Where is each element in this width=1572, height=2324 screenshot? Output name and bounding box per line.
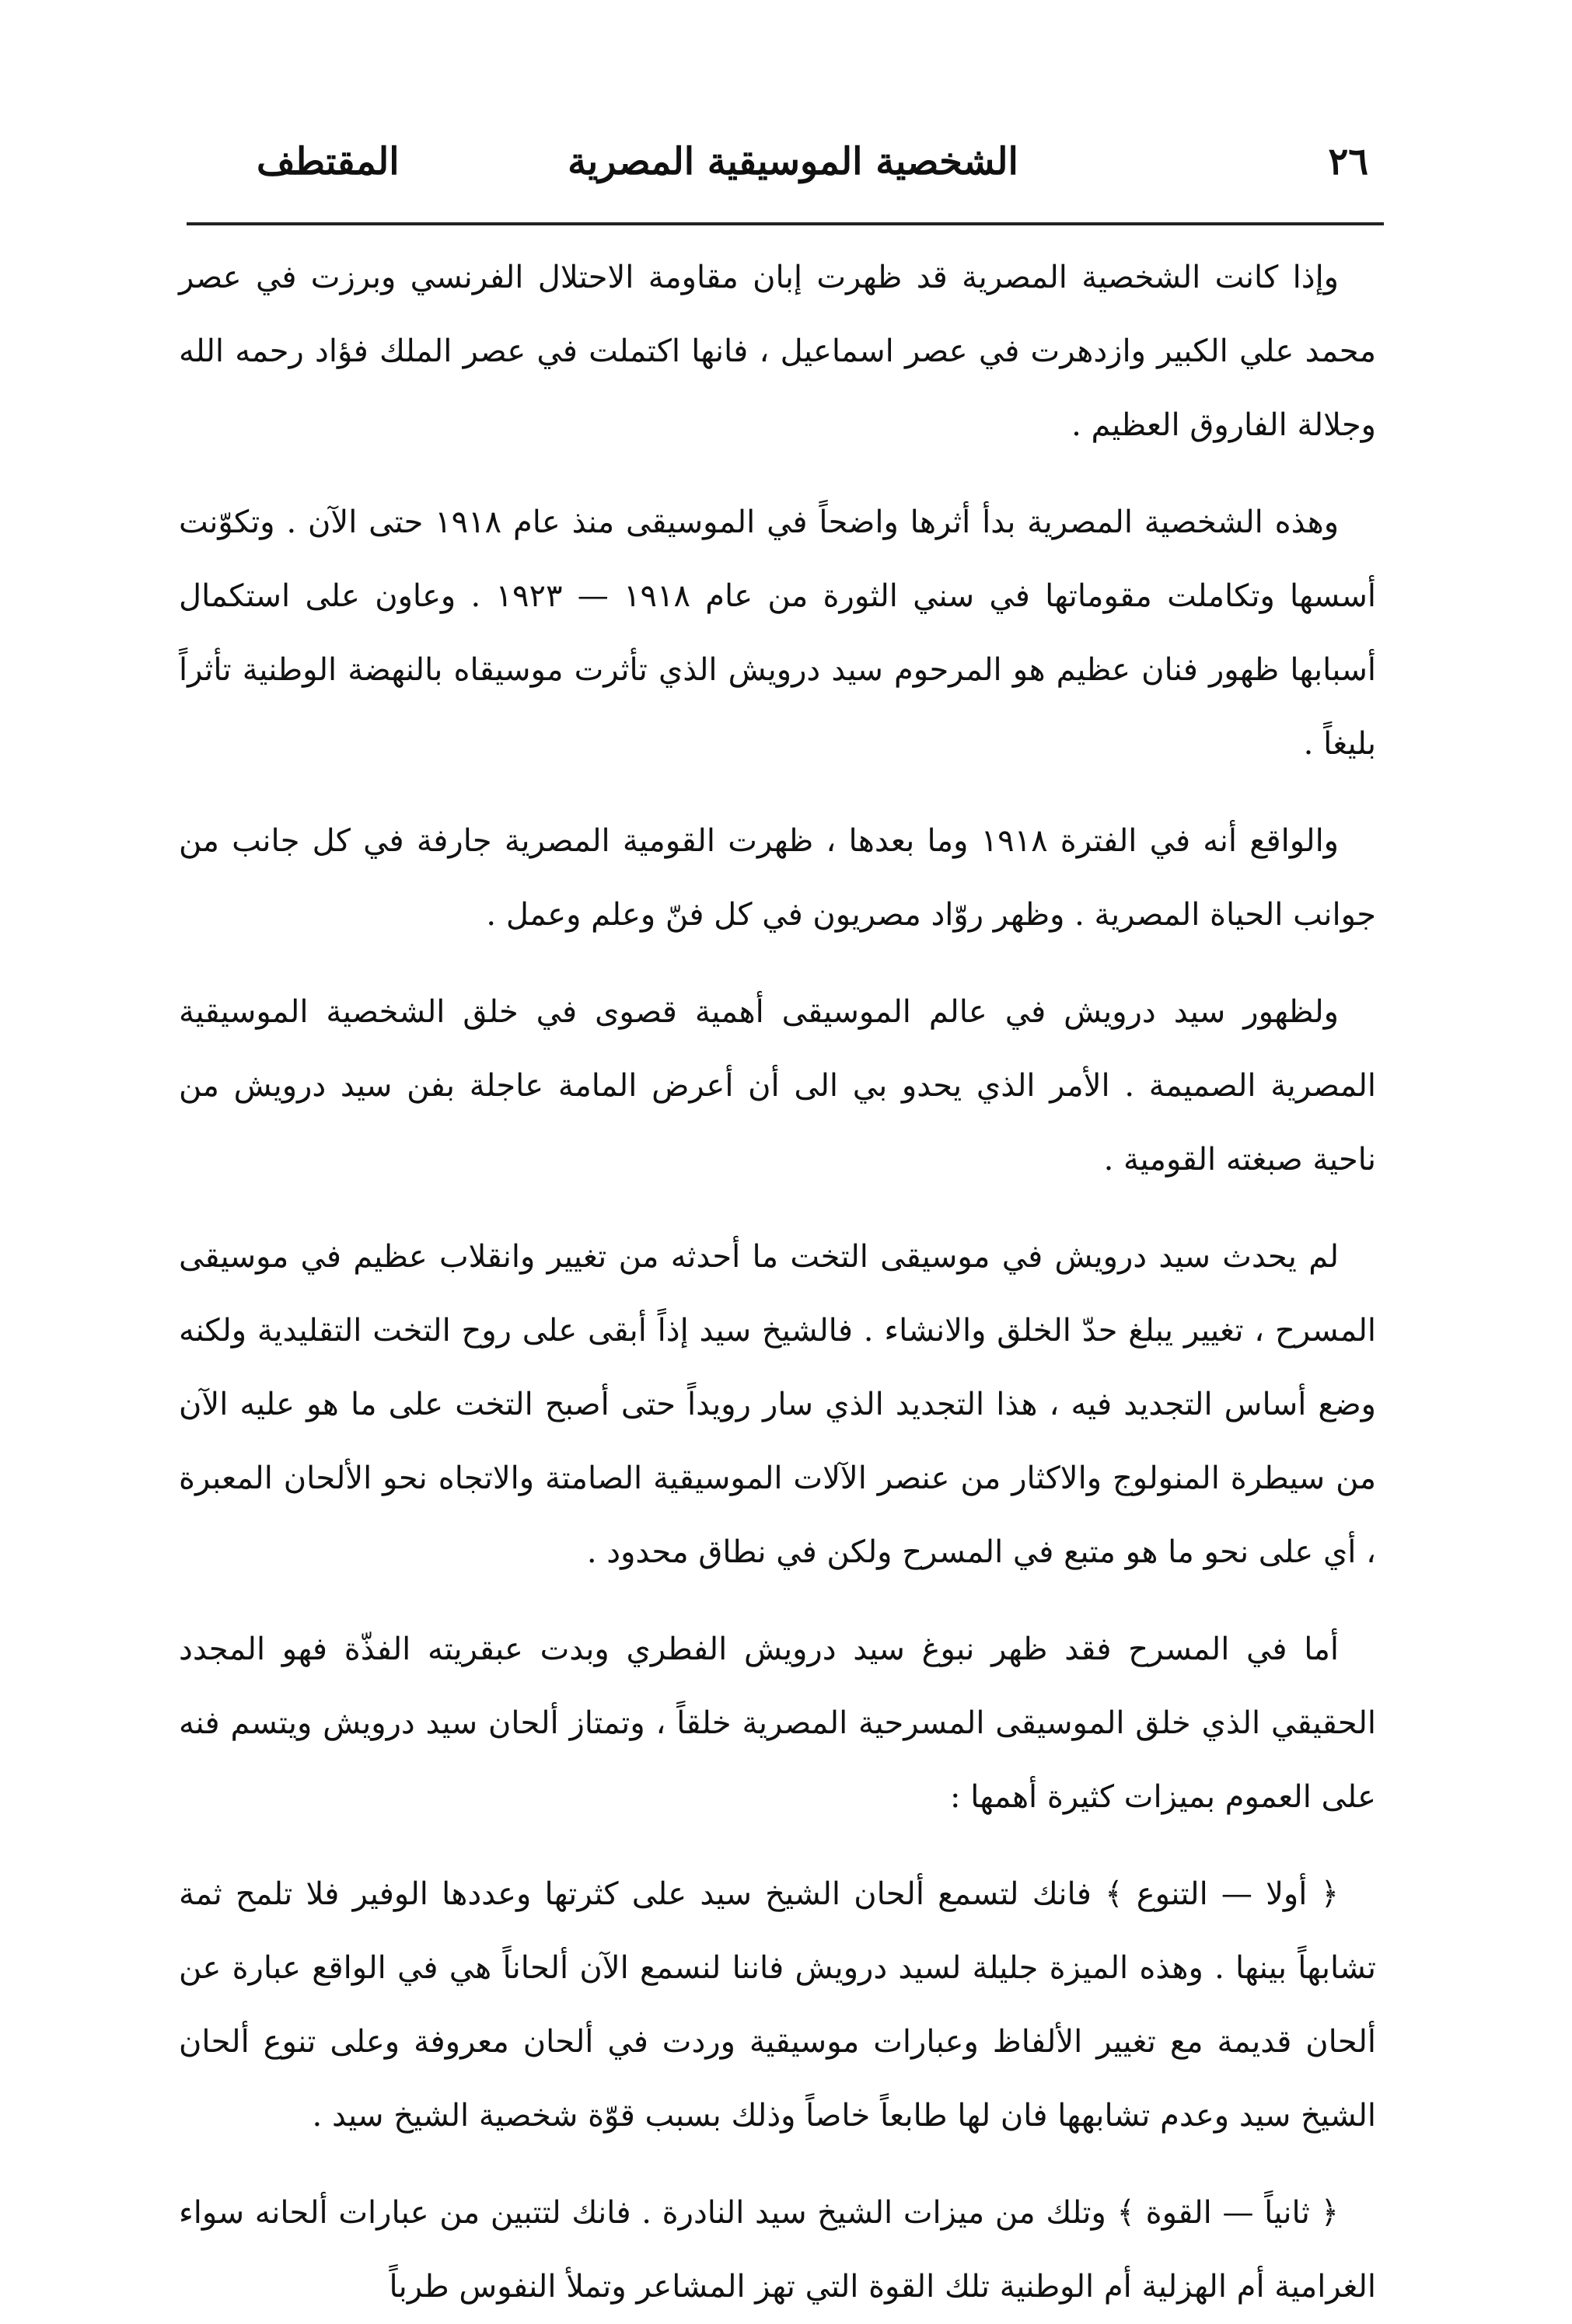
page-header (187, 140, 1399, 210)
journal-name: المقتطف (257, 140, 400, 183)
paragraph-6: أما في المسرح فقد ظهر نبوغ سيد درويش الفطري وبدت عبقريته الفذّة فهو المجدد الحقيقي الذي خلق الموسيقى المسرحية المصرية خلقاً ، وتمتاز ألحان سيد درويش ويتسم فنه على العموم بميزات كثيرة أهمها : (179, 1631, 1376, 1815)
paragraph-2: وهذه الشخصية المصرية بدأ أثرها واضحاً في الموسيقى منذ عام ١٩١٨ حتى الآن . وتكوّنت أسسها وتكاملت مقوماتها في سني الثورة من عام ١٩١٨ — ١٩٢٣ . وعاون على استكمال أسبابها ظهور فنان عظيم هو المرحوم سيد درويش الذي تأثرت موسيقاه بالنهضة الوطنية تأثراً بليغاً . (179, 504, 1376, 762)
paragraph-7: ﴿ أولا — التنوع ﴾ فانك لتسمع ألحان الشيخ سيد على كثرتها وعددها الوفير فلا تلمح ثمة تشابهاً بينها . وهذه الميزة جليلة لسيد درويش فاننا لنسمع الآن ألحاناً هي في الواقع عبارة عن ألحان قديمة مع تغيير الألفاظ وعبارات موسيقية وردت في ألحان معروفة وعلى تنوع ألحان الشيخ سيد وعدم تشابهها فان لها طابعاً خاصاً وذلك بسبب قوّة شخصية الشيخ سيد . (179, 1876, 1376, 2134)
page-number: ٢٦ (1328, 140, 1368, 183)
paragraph-3: والواقع أنه في الفترة ١٩١٨ وما بعدها ، ظهرت القومية المصرية جارفة في كل جانب من جوانب الحياة المصرية . وظهر روّاد مصريون في كل فنّ وعلم وعمل . (179, 823, 1376, 933)
header-rule (187, 222, 1384, 225)
paragraph-8: ﴿ ثانياً — القوة ﴾ وتلك من ميزات الشيخ سيد النادرة . فانك لتتبين من عبارات ألحانه سواء الغرامية أم الهزلية أم الوطنية تلك القوة التي تهز المشاعر وتملأ النفوس طرباً (179, 2195, 1376, 2305)
paragraph-1: وإذا كانت الشخصية المصرية قد ظهرت إبان مقاومة الاحتلال الفرنسي وبرزت في عصر محمد علي الكبير وازدهرت في عصر اسماعيل ، فانها اكتملت في عصر الملك فؤاد رحمه الله وجلالة الفاروق العظيم . (179, 260, 1376, 443)
running-title: الشخصية الموسيقية المصرية (568, 140, 1018, 183)
article-body (179, 241, 1376, 2305)
paragraph-5: لم يحدث سيد درويش في موسيقى التخت ما أحدثه من تغيير وانقلاب عظيم في موسيقى المسرح ، تغيير يبلغ حدّ الخلق والانشاء . فالشيخ سيد إذاً أبقى على روح التخت التقليدية ولكنه وضع أساس التجديد فيه ، هذا التجديد الذي سار رويداً حتى أصبح التخت على ما هو عليه الآن من سيطرة المنولوج والاكثار من عنصر الآلات الموسيقية الصامتة والاتجاه نحو الألحان المعبرة ، أي على نحو ما هو متبع في المسرح ولكن في نطاق محدود . (179, 1239, 1376, 1570)
paragraph-4: ولظهور سيد درويش في عالم الموسيقى أهمية قصوى في خلق الشخصية الموسيقية المصرية الصميمة . الأمر الذي يحدو بي الى أن أعرض المامة عاجلة بفن سيد درويش من ناحية صبغته القومية . (179, 994, 1376, 1178)
